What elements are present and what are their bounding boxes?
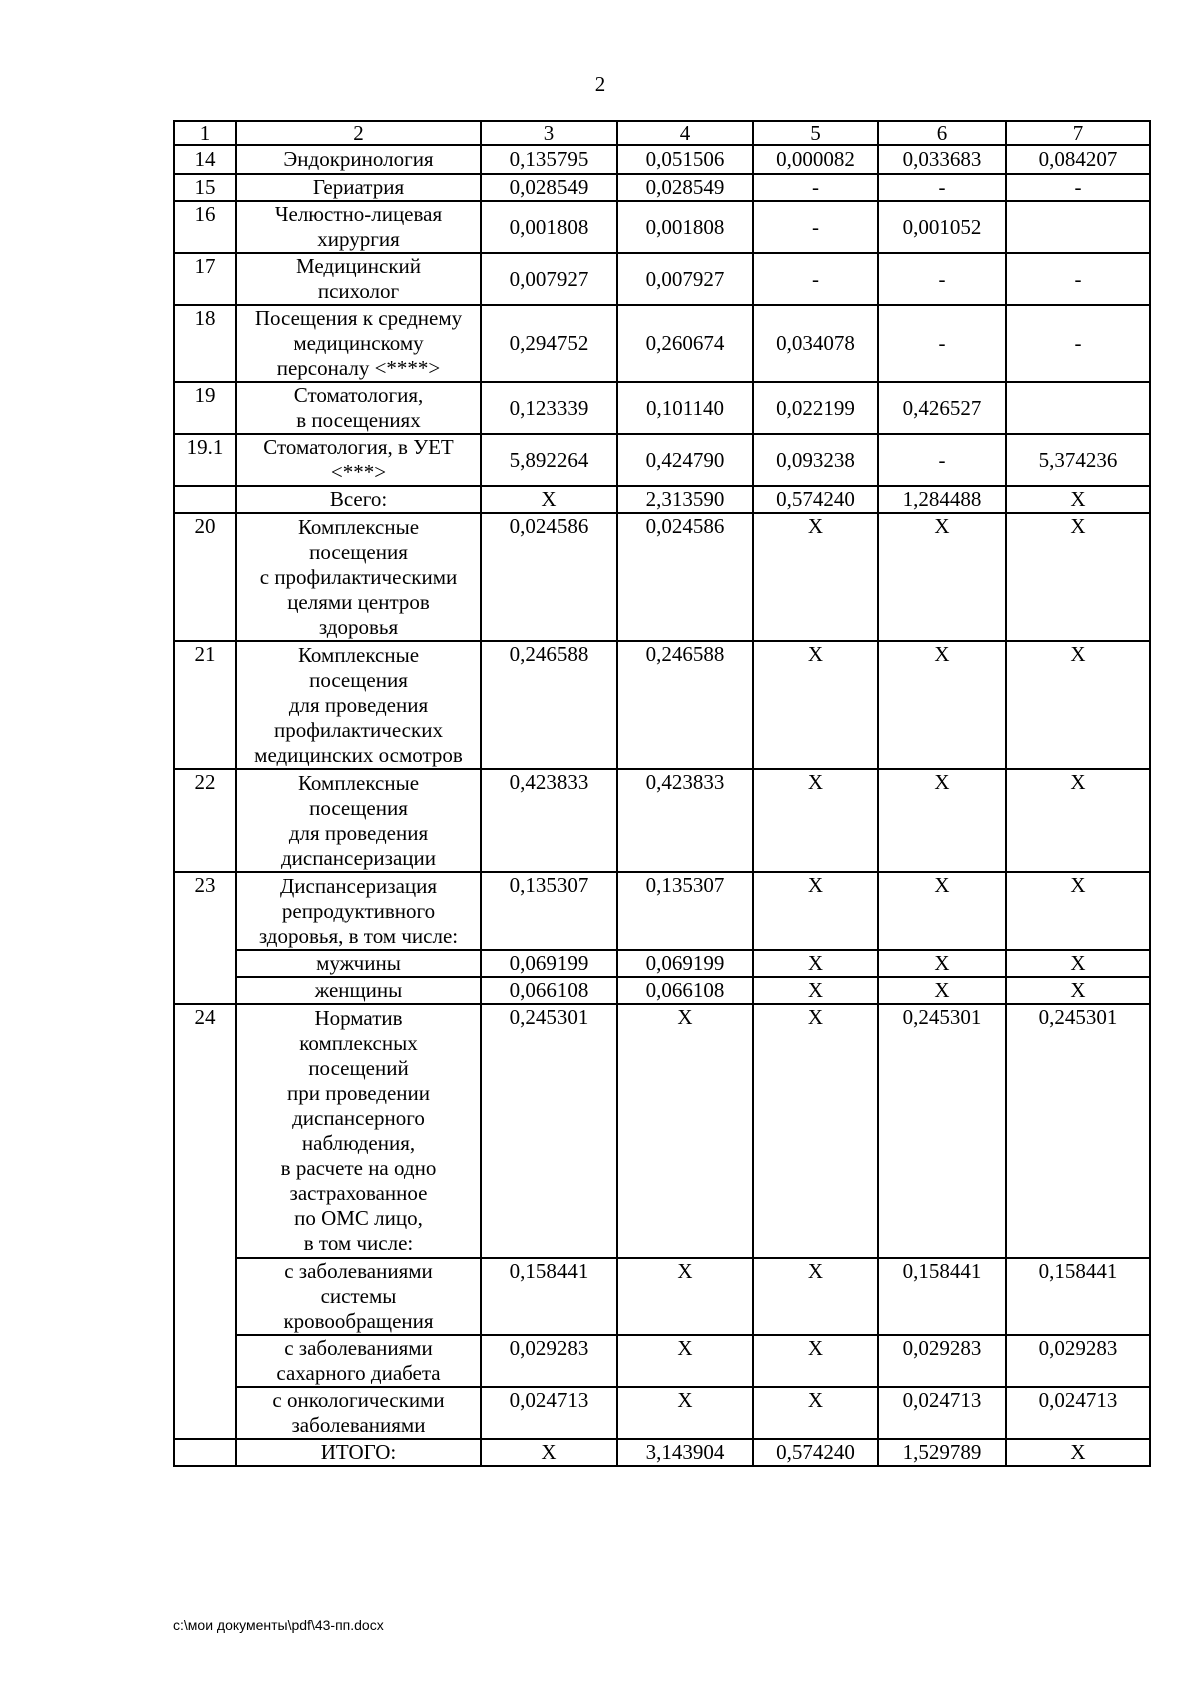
value-cell: X (1006, 950, 1150, 977)
value-cell: 0,246588 (481, 641, 617, 769)
header-cell: 1 (174, 121, 236, 145)
row-label: с заболеваниями системы кровообращения (236, 1258, 481, 1335)
value-cell: X (617, 1258, 753, 1335)
value-cell: X (1006, 977, 1150, 1004)
value-cell: 0,574240 (753, 486, 878, 513)
value-cell: 0,093238 (753, 434, 878, 486)
value-cell: - (1006, 174, 1150, 201)
value-cell: 0,069199 (481, 950, 617, 977)
value-cell: 0,001052 (878, 201, 1006, 253)
value-cell: 0,024713 (1006, 1387, 1150, 1439)
value-cell: 0,158441 (481, 1258, 617, 1335)
value-cell: 0,123339 (481, 382, 617, 434)
row-label: с онкологическими заболеваниями (236, 1387, 481, 1439)
value-cell: 0,101140 (617, 382, 753, 434)
value-cell: 0,000082 (753, 145, 878, 174)
row-number (174, 1439, 236, 1466)
value-cell: 0,066108 (481, 977, 617, 1004)
value-cell: 0,574240 (753, 1439, 878, 1466)
value-cell: 0,029283 (481, 1335, 617, 1387)
value-cell: X (753, 950, 878, 977)
value-cell: X (753, 1387, 878, 1439)
value-cell: 0,051506 (617, 145, 753, 174)
norms-table (173, 120, 1151, 1467)
value-cell: - (878, 434, 1006, 486)
row-label: Эндокринология (236, 145, 481, 174)
row-number: 23 (174, 872, 236, 1004)
subtotal-row (174, 486, 1150, 513)
value-cell: X (753, 1004, 878, 1258)
value-cell: X (753, 769, 878, 872)
value-cell: 0,246588 (617, 641, 753, 769)
value-cell: 0,024586 (481, 513, 617, 641)
header-cell: 4 (617, 121, 753, 145)
header-row (174, 121, 1150, 145)
table-row (174, 872, 1150, 950)
row-label: Стоматология, в УЕТ <***> (236, 434, 481, 486)
value-cell: X (617, 1335, 753, 1387)
value-cell: - (753, 253, 878, 305)
table-row (174, 769, 1150, 872)
row-number: 18 (174, 305, 236, 382)
value-cell: 0,007927 (481, 253, 617, 305)
row-label: Всего: (236, 486, 481, 513)
value-cell: X (753, 641, 878, 769)
row-number: 21 (174, 641, 236, 769)
value-cell: 0,135307 (481, 872, 617, 950)
row-number: 22 (174, 769, 236, 872)
value-cell: 0,069199 (617, 950, 753, 977)
header-cell: 6 (878, 121, 1006, 145)
value-cell (1006, 201, 1150, 253)
value-cell: 0,024713 (878, 1387, 1006, 1439)
row-label: Норматив комплексных посещений при проведении диспансерного наблюдения, в расчете на одно застрахованное по ОМС лицо, в том числе: (236, 1004, 481, 1258)
page-number: 2 (594, 72, 606, 96)
row-label: женщины (236, 977, 481, 1004)
value-cell: - (878, 174, 1006, 201)
row-number: 20 (174, 513, 236, 641)
table-row (174, 1335, 1150, 1387)
value-cell: X (617, 1387, 753, 1439)
value-cell: X (481, 1439, 617, 1466)
value-cell: X (878, 641, 1006, 769)
value-cell: 0,029283 (878, 1335, 1006, 1387)
table-row (174, 201, 1150, 253)
value-cell: X (1006, 486, 1150, 513)
row-number (174, 486, 236, 513)
value-cell: 1,284488 (878, 486, 1006, 513)
value-cell: - (753, 201, 878, 253)
value-cell: - (878, 305, 1006, 382)
row-label: Медицинский психолог (236, 253, 481, 305)
row-label: Челюстно-лицевая хирургия (236, 201, 481, 253)
value-cell: - (878, 253, 1006, 305)
value-cell: 0,424790 (617, 434, 753, 486)
header-cell: 2 (236, 121, 481, 145)
value-cell: 0,294752 (481, 305, 617, 382)
header-cell: 5 (753, 121, 878, 145)
value-cell: 5,892264 (481, 434, 617, 486)
value-cell: 0,135307 (617, 872, 753, 950)
row-number: 24 (174, 1004, 236, 1439)
value-cell: 0,001808 (617, 201, 753, 253)
value-cell: 0,024713 (481, 1387, 617, 1439)
value-cell: X (617, 1004, 753, 1258)
value-cell: 0,028549 (481, 174, 617, 201)
value-cell: 0,260674 (617, 305, 753, 382)
table-row (174, 174, 1150, 201)
value-cell: 0,158441 (1006, 1258, 1150, 1335)
value-cell: 1,529789 (878, 1439, 1006, 1466)
value-cell: 0,158441 (878, 1258, 1006, 1335)
table-row (174, 641, 1150, 769)
value-cell: 0,034078 (753, 305, 878, 382)
table-row (174, 950, 1150, 977)
value-cell: X (753, 977, 878, 1004)
value-cell (1006, 382, 1150, 434)
row-label: мужчины (236, 950, 481, 977)
row-label: Диспансеризация репродуктивного здоровья, в том числе: (236, 872, 481, 950)
value-cell: X (878, 950, 1006, 977)
table-row (174, 382, 1150, 434)
value-cell: 0,135795 (481, 145, 617, 174)
row-number: 14 (174, 145, 236, 174)
value-cell: X (878, 513, 1006, 641)
row-number: 15 (174, 174, 236, 201)
value-cell: X (1006, 641, 1150, 769)
value-cell: X (753, 513, 878, 641)
row-label: Комплексные посещения с профилактическими целями центров здоровья (236, 513, 481, 641)
value-cell: - (753, 174, 878, 201)
value-cell: X (878, 769, 1006, 872)
value-cell: X (753, 1258, 878, 1335)
value-cell: X (1006, 513, 1150, 641)
value-cell: X (1006, 872, 1150, 950)
value-cell: X (878, 977, 1006, 1004)
value-cell: 0,024586 (617, 513, 753, 641)
value-cell: 0,426527 (878, 382, 1006, 434)
value-cell: 0,084207 (1006, 145, 1150, 174)
row-label: Комплексные посещения для проведения профилактических медицинских осмотров (236, 641, 481, 769)
value-cell: 0,245301 (878, 1004, 1006, 1258)
value-cell: 2,313590 (617, 486, 753, 513)
table-row (174, 434, 1150, 486)
value-cell: 0,423833 (617, 769, 753, 872)
value-cell: 0,007927 (617, 253, 753, 305)
value-cell: X (753, 1335, 878, 1387)
value-cell: 0,001808 (481, 201, 617, 253)
row-label: Комплексные посещения для проведения диспансеризации (236, 769, 481, 872)
value-cell: 0,423833 (481, 769, 617, 872)
header-cell: 7 (1006, 121, 1150, 145)
value-cell: 3,143904 (617, 1439, 753, 1466)
value-cell: - (1006, 305, 1150, 382)
row-number: 16 (174, 201, 236, 253)
value-cell: X (878, 872, 1006, 950)
table-row (174, 977, 1150, 1004)
header-cell: 3 (481, 121, 617, 145)
table-row (174, 253, 1150, 305)
value-cell: - (1006, 253, 1150, 305)
total-row (174, 1439, 1150, 1466)
value-cell: 0,033683 (878, 145, 1006, 174)
value-cell: X (1006, 769, 1150, 872)
table-row (174, 1387, 1150, 1439)
value-cell: 5,374236 (1006, 434, 1150, 486)
row-label: с заболеваниями сахарного диабета (236, 1335, 481, 1387)
table-row (174, 145, 1150, 174)
value-cell: 0,245301 (481, 1004, 617, 1258)
table-row (174, 305, 1150, 382)
row-label: Стоматология, в посещениях (236, 382, 481, 434)
value-cell: X (1006, 1439, 1150, 1466)
table-row (174, 1004, 1150, 1258)
row-label: ИТОГО: (236, 1439, 481, 1466)
table-row (174, 513, 1150, 641)
value-cell: 0,245301 (1006, 1004, 1150, 1258)
value-cell: 0,022199 (753, 382, 878, 434)
table-row (174, 1258, 1150, 1335)
row-number: 17 (174, 253, 236, 305)
value-cell: X (753, 872, 878, 950)
value-cell: 0,066108 (617, 977, 753, 1004)
value-cell: 0,029283 (1006, 1335, 1150, 1387)
row-label: Посещения к среднему медицинскому персоналу <****> (236, 305, 481, 382)
value-cell: X (481, 486, 617, 513)
value-cell: 0,028549 (617, 174, 753, 201)
footer-file-path: c:\мои документы\pdf\43-пп.docx (173, 1617, 384, 1633)
row-number: 19 (174, 382, 236, 434)
row-label: Гериатрия (236, 174, 481, 201)
row-number: 19.1 (174, 434, 236, 486)
